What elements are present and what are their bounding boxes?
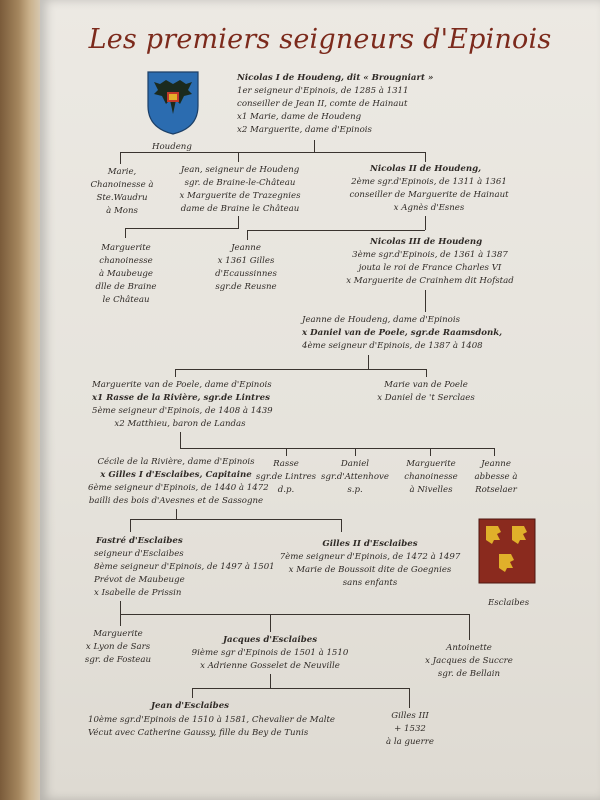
nicolas-3-line-3: x Marguerite de Crainhem dit Hofstad <box>346 276 514 286</box>
connector <box>125 228 126 238</box>
daniel-line-3: s.p. <box>347 485 363 495</box>
jeanne-houdeng-line-2: x Daniel van de Poele, sgr.de Raamsdonk, <box>302 328 503 338</box>
fastre-line-4: x Isabelle de Prissin <box>94 588 182 598</box>
marie-vdp-line-1: Marie van de Poele <box>384 380 468 390</box>
connector <box>247 230 248 240</box>
connector <box>238 216 239 228</box>
gilles-3-line-3: à la guerre <box>386 737 434 747</box>
houdeng-eagle-shield-icon <box>146 70 200 136</box>
nicolas-1-line-1: 1er seigneur d'Epinois, de 1285 à 1311 <box>237 86 409 96</box>
cecile-line-3: 6ème seigneur d'Epinois, de 1440 à 1472 <box>88 483 269 493</box>
marguerite-vdp-line-2: x1 Rasse de la Rivière, sgr.de Lintres <box>92 393 270 403</box>
nicolas-2-line-2: conseiller de Marguerite de Hainaut <box>349 190 509 200</box>
nicolas-2-line-1: 2ème sgr.d'Epinois, de 1311 à 1361 <box>351 177 507 187</box>
rasse-line-1: Rasse <box>273 459 299 469</box>
marie-line-2: Chanoinesse à <box>90 180 154 190</box>
jacques-line-1: 9ième sgr d'Epinois de 1501 à 1510 <box>191 648 349 658</box>
nicolas-2-line-3: x Agnès d'Esnes <box>393 203 465 213</box>
marguerite-sars-line-2: x Lyon de Sars <box>85 642 151 652</box>
wooden-frame <box>0 0 42 800</box>
daniel-line-2: sgr.d'Attenhove <box>321 472 389 482</box>
connector <box>130 519 131 532</box>
connector <box>176 509 177 519</box>
marie-vdp-line-2: x Daniel de 't Serclaes <box>377 393 475 403</box>
antoinette-line-2: x Jacques de Succre <box>425 656 513 666</box>
jeanne-rotselaer-line-3: Rotselaer <box>475 485 517 495</box>
cecile-line-1: Cécile de la Rivière, dame d'Epinois <box>97 457 255 467</box>
fastre-line-3: Prévot de Maubeuge <box>94 575 185 585</box>
fastre-line-2: 8ème seigneur d'Epinois, de 1497 à 1501 <box>94 562 275 572</box>
jacques-line-2: x Adrienne Gosselet de Neuville <box>200 661 340 671</box>
jeanne-line-4: sgr.de Reusne <box>215 282 277 292</box>
gilles-2-line-1: 7ème seigneur d'Epinois, de 1472 à 1497 <box>279 552 461 562</box>
nicolas-1-line-4: x2 Marguerite, dame d'Epinois <box>237 125 372 135</box>
marguerite-vdp-line-4: x2 Matthieu, baron de Landas <box>114 419 246 429</box>
esclaibes-caption: Esclaibes <box>488 598 530 608</box>
nicolas-1-line-3: x1 Marie, dame de Houdeng <box>237 112 362 122</box>
marguerite-nivelles-line-1: Marguerite <box>406 459 456 469</box>
connector <box>425 216 426 230</box>
connector <box>494 448 495 456</box>
houdeng-caption: Houdeng <box>152 142 192 152</box>
nicolas-3-line-1: 3ème sgr.d'Epinois, de 1361 à 1387 <box>352 250 508 260</box>
connector <box>425 290 426 312</box>
connector <box>286 448 287 456</box>
jacques-name: Jacques d'Esclaibes <box>222 635 318 645</box>
connector <box>120 614 470 615</box>
cecile-line-4: bailli des bois d'Avesnes et de Sassogne <box>88 496 264 506</box>
connector <box>341 519 342 532</box>
antoinette-line-3: sgr. de Bellain <box>437 669 501 679</box>
nicolas-2-name: Nicolas II de Houdeng, <box>370 164 482 174</box>
page-title: Les premiers seigneurs d'Epinois <box>88 24 552 55</box>
connector <box>368 355 369 369</box>
rasse-line-3: d.p. <box>277 485 295 495</box>
connector <box>125 228 239 229</box>
nicolas-3-name: Nicolas III de Houdeng <box>370 237 483 247</box>
connector <box>409 688 410 708</box>
jean-esclaibes-line-2: Vécut avec Catherine Gaussy, fille du Bey de Tunis <box>88 728 309 738</box>
marguerite-vdp-line-1: Marguerite van de Poele, dame d'Epinois <box>92 380 272 390</box>
daniel-line-1: Daniel <box>340 459 370 469</box>
marie-line-1: Marie, <box>107 167 137 177</box>
connector <box>192 688 193 698</box>
marguerite-sars-line-3: sgr. de Fosteau <box>84 655 152 665</box>
connector <box>120 601 121 614</box>
marguerite-sars-line-1: Marguerite <box>93 629 143 639</box>
jean-esclaibes-line-1: 10ème sgr.d'Epinois de 1510 à 1581, Chevalier de Malte <box>88 715 336 725</box>
connector <box>180 432 181 448</box>
connector <box>426 369 427 377</box>
jeanne-line-2: x 1361 Gilles <box>217 256 275 266</box>
fastre-name: Fastré d'Esclaibes <box>96 536 183 546</box>
jeanne-houdeng-line-1: Jeanne de Houdeng, dame d'Epinois <box>302 315 460 325</box>
gilles-2-line-2: x Marie de Boussoit dite de Goegnies <box>288 565 452 575</box>
connector <box>469 614 470 640</box>
nicolas-1-line-2: conseiller de Jean II, comte de Hainaut <box>237 99 408 109</box>
connector <box>247 230 425 231</box>
jean-esclaibes-name: Jean d'Esclaibes <box>150 701 229 711</box>
connector <box>270 614 271 632</box>
jeanne-rotselaer-line-1: Jeanne <box>481 459 511 469</box>
antoinette-line-1: Antoinette <box>446 643 492 653</box>
marguerite-nivelles-line-2: chanoinesse <box>404 472 458 482</box>
nicolas-1-name: Nicolas I de Houdeng, dit « Brougniart » <box>237 73 434 83</box>
connector <box>314 140 315 152</box>
marguerite-nivelles-line-3: à Nivelles <box>409 485 453 495</box>
connector <box>238 152 239 162</box>
jeanne-rotselaer-line-2: abbesse à <box>474 472 518 482</box>
marguerite-braine-line-3: à Maubeuge <box>98 269 154 279</box>
connector <box>120 614 121 626</box>
marguerite-vdp-line-3: 5ème seigneur d'Epinois, de 1408 à 1439 <box>92 406 273 416</box>
gilles-3-line-2: + 1532 <box>394 724 426 734</box>
cecile-line-2: x Gilles I d'Esclaibes, Capitaine <box>100 470 252 480</box>
rasse-line-2: sgr.de Lintres <box>255 472 317 482</box>
marguerite-braine-line-4: dlle de Braine <box>95 282 157 292</box>
connector <box>425 152 426 162</box>
connector <box>175 369 176 377</box>
gilles-2-name: Gilles II d'Esclaibes <box>322 539 418 549</box>
marie-line-4: à Mons <box>106 206 138 216</box>
marguerite-braine-line-5: le Château <box>102 295 150 305</box>
marguerite-braine-line-1: Marguerite <box>101 243 151 253</box>
connector <box>192 688 410 689</box>
jean-line-4: dame de Braine le Château <box>180 204 300 214</box>
connector <box>430 448 431 456</box>
jeanne-houdeng-line-3: 4ème seigneur d'Epinois, de 1387 à 1408 <box>302 341 483 351</box>
esclaibes-lions-shield-icon <box>478 518 536 584</box>
connector <box>355 448 356 456</box>
jean-line-3: x Marguerite de Trazegnies <box>179 191 301 201</box>
fastre-line-1: seigneur d'Esclaibes <box>94 549 184 559</box>
jean-line-2: sgr. de Braine-le-Château <box>184 178 296 188</box>
marguerite-braine-line-2: chanoinesse <box>99 256 153 266</box>
nicolas-3-line-2: jouta le roi de France Charles VI <box>358 263 502 273</box>
connector <box>270 674 271 688</box>
gilles-2-line-3: sans enfants <box>342 578 398 588</box>
marie-line-3: Ste.Waudru <box>96 193 148 203</box>
jeanne-line-3: d'Ecaussinnes <box>215 269 277 279</box>
connector <box>120 152 121 164</box>
connector <box>130 519 342 520</box>
connector <box>180 448 494 449</box>
jeanne-line-1: Jeanne <box>231 243 261 253</box>
connector <box>120 152 425 153</box>
connector <box>175 369 427 370</box>
jean-line-1: Jean, seigneur de Houdeng <box>180 165 300 175</box>
gilles-3-line-1: Gilles III <box>391 711 429 721</box>
